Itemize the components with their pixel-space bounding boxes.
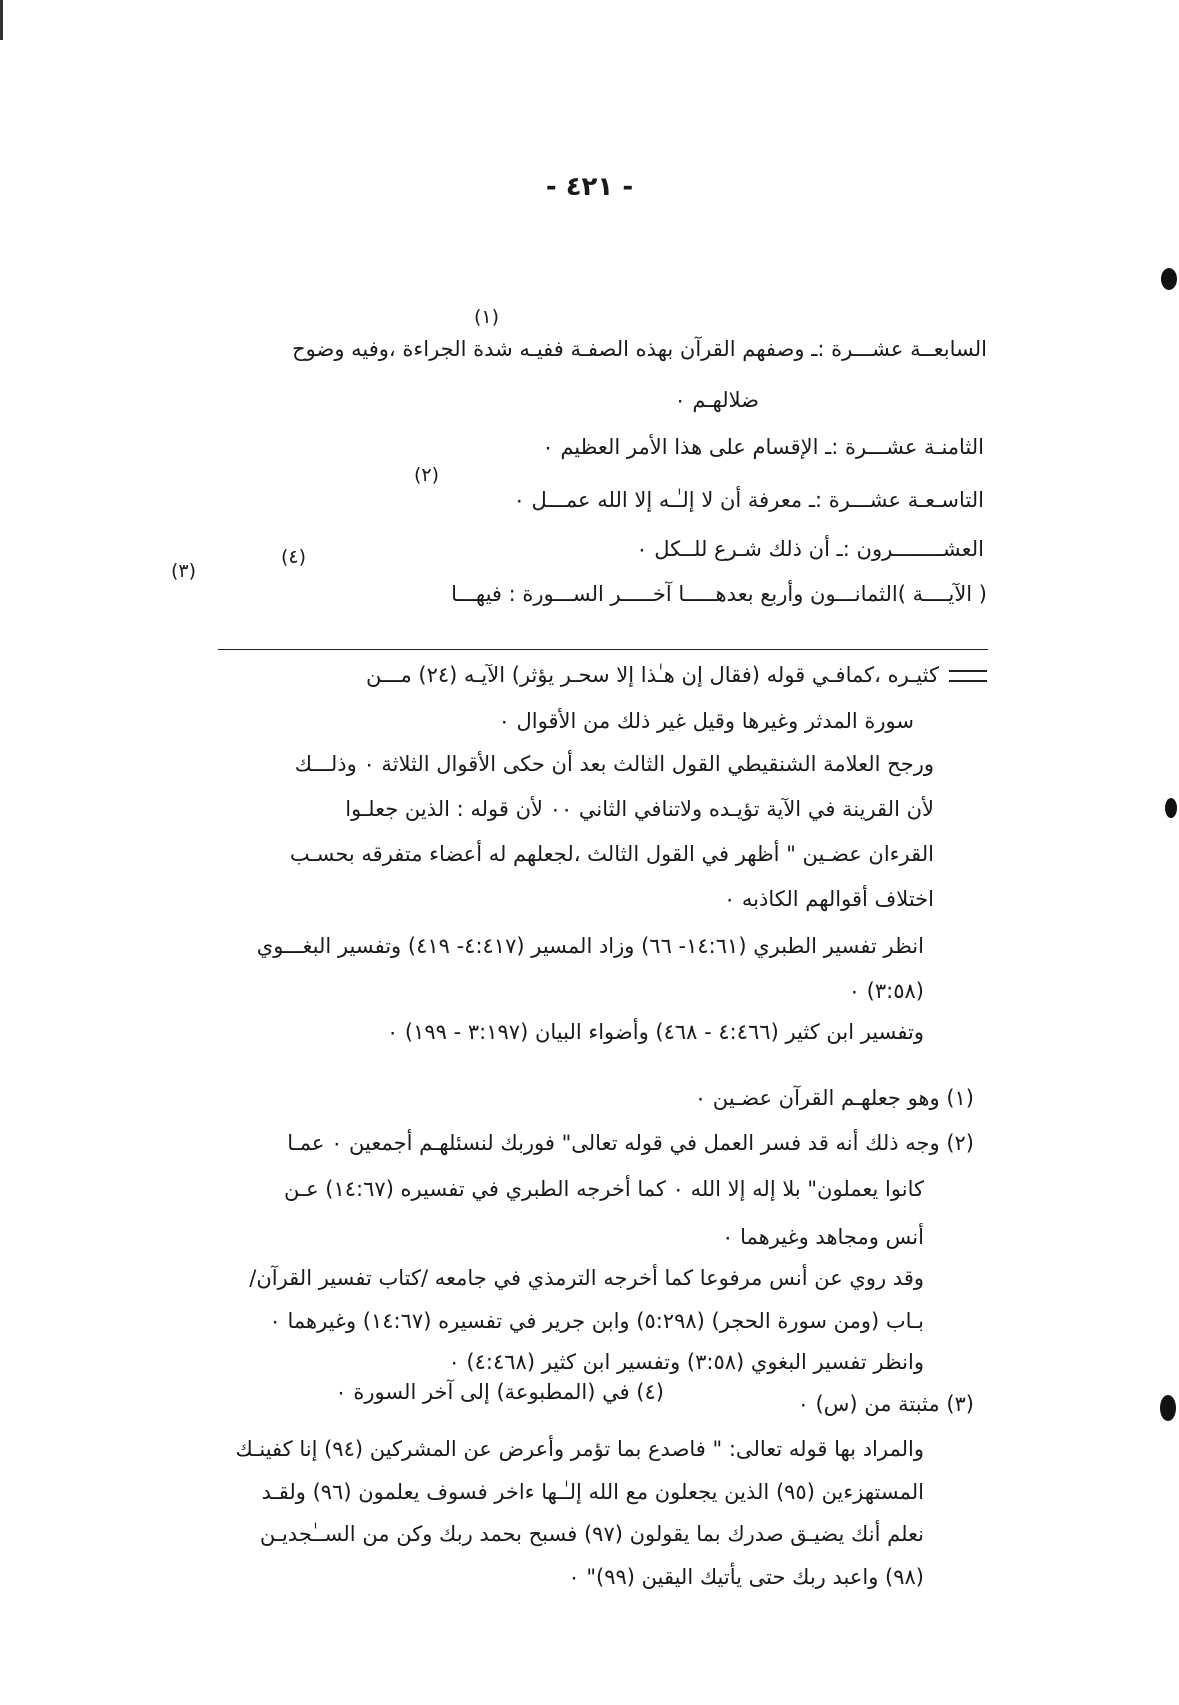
footnote-4: (٤) في (المطبوعة) إلى آخر السورة ٠ xyxy=(335,1380,664,1404)
footnote-2-line: بـاب (ومن سورة الحجر) (٥:٢٩٨) وابن جرير في تفسيره (١٤:٦٧) وغيرهما ٠ xyxy=(269,1309,924,1333)
main-line: ( الآيــــة )الثمانـــون وأربع بعدهـــــا آخـــــر الســـورة : فيهـــا xyxy=(451,582,987,606)
main-line: الثامنـة عشـــرة :ـ الإقسام على هذا الأمر العظيم ٠ xyxy=(542,435,984,459)
continuation-line: ورجح العلامة الشنقيطي القول الثالث بعد أن حكى الأقوال الثلاثة ٠ وذلـــك xyxy=(294,752,934,776)
footnote-2: (٢) وجه ذلك أنه قد فسر العمل في قوله تعالى" فوربك لنسئلهـم أجمعين ٠ عمـا xyxy=(287,1131,974,1155)
main-line: العشــــــــرون :ـ أن ذلك شـرع للــكل ٠ xyxy=(636,537,984,561)
continuation-line: كثيـره ،كمافـي قوله (فقال إن هـٰذا إلا سحـر يؤثر) الآيـه (٢٤) مـــن xyxy=(187,663,987,688)
footnote-3: (٣) مثبتة من (س) ٠ xyxy=(797,1392,974,1416)
scan-blot xyxy=(1161,268,1177,290)
continuation-marker xyxy=(949,670,987,682)
footnote-2-line: وانظر تفسير البغوي (٣:٥٨) وتفسير ابن كثير (٤:٤٦٨) ٠ xyxy=(448,1350,924,1374)
footnote-4-line: والمراد بها قوله تعالى: " فاصدع بما تؤمر وأعرض عن المشركين (٩٤) إنا كفينـك xyxy=(235,1437,924,1461)
footnote-mark: (٣) xyxy=(170,560,196,582)
continuation-line: اختلاف أقوالهم الكاذبه ٠ xyxy=(723,887,934,911)
continuation-line: لأن القرينة في الآية تؤيـده ولاتنافي الثاني ٠٠ لأن قوله : الذين جعلـوا xyxy=(345,797,934,821)
continuation-line: (٣:٥٨) ٠ xyxy=(848,979,924,1003)
footnote-1: (١) وهو جعلهـم القرآن عضـين ٠ xyxy=(694,1086,974,1110)
footnote-2-line: أنس ومجاهد وغيرهما ٠ xyxy=(722,1225,924,1249)
footnote-4-line: (٩٨) واعبد ربك حتى يأتيك اليقين (٩٩)" ٠ xyxy=(568,1565,924,1589)
continuation-line: انظر تفسير الطبري (١٤:٦١- ٦٦) وزاد المسير (٤:٤١٧- ٤١٩) وتفسير البغـــوي xyxy=(256,934,924,958)
scan-blot xyxy=(1165,798,1177,818)
footnote-2-line: كانوا يعملون" بلا إله إلا الله ٠ كما أخرجه الطبري في تفسيره (١٤:٦٧) عـن xyxy=(283,1177,924,1201)
continuation-line: وتفسير ابن كثير (٤:٤٦٦ - ٤٦٨) وأضواء البيان (٣:١٩٧ - ١٩٩) ٠ xyxy=(386,1020,924,1044)
footnote-mark: (١) xyxy=(473,306,499,328)
page-number: - ٤٢١ - xyxy=(545,172,634,202)
main-line: ضلالهـم ٠ xyxy=(674,388,759,412)
continuation-line: القرءان عضـين " أظهر في القول الثالث ،لجعلهم له أعضاء متفرقه بحسـب xyxy=(289,842,934,866)
scan-blot xyxy=(1160,1395,1176,1421)
footnote-mark: (٢) xyxy=(413,464,439,486)
footnote-4-line: نعلم أنك يضيـق صدرك بما يقولون (٩٧) فسبح بحمد ربك وكن من الســٰجديـن xyxy=(259,1522,924,1546)
footnote-separator xyxy=(218,649,988,650)
footnote-4-line: المستهزءين (٩٥) الذين يجعلون مع الله إلـٰـها ءاخر فسوف يعلمون (٩٦) ولقـد xyxy=(261,1480,924,1504)
footnote-mark: (٤) xyxy=(280,546,306,568)
main-line: السابعــة عشـــرة :ـ وصفهم القرآن بهذه الصفـة ففيـه شدة الجراءة ،وفيه وضوح xyxy=(292,337,987,361)
main-line: التاسـعـة عشـــرة :ـ معرفة أن لا إلـٰـه إلا الله عمـــل ٠ xyxy=(513,488,984,512)
continuation-line: سورة المدثر وغيرها وقيل غير ذلك من الأقوال ٠ xyxy=(498,709,914,733)
page-edge xyxy=(0,0,3,40)
footnote-2-line: وقد روي عن أنس مرفوعا كما أخرجه الترمذي في جامعه /كتاب تفسير القرآن/ xyxy=(249,1266,924,1290)
